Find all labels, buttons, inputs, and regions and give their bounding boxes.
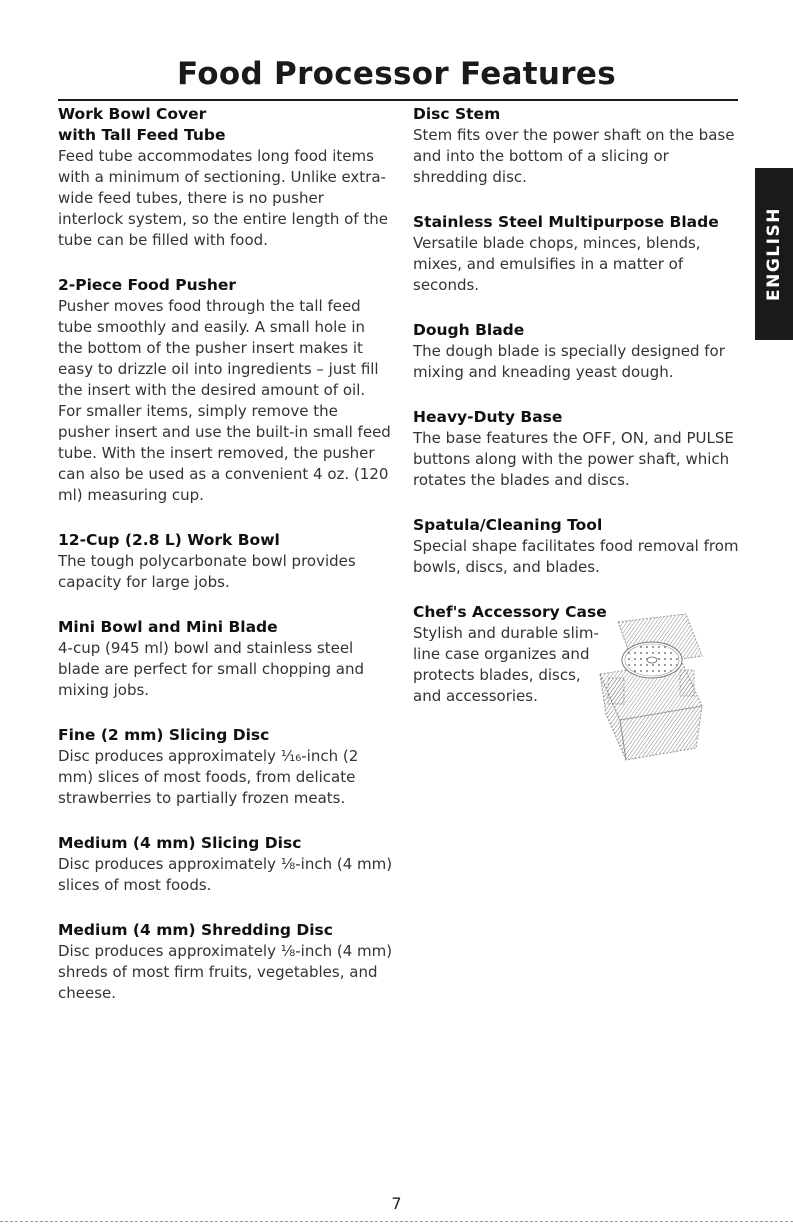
feature-medium-slicing-disc bbox=[58, 833, 393, 896]
feature-description: Disc produces approximately ¹⁄₁₆-inch (2 mm) slices of most foods, from delicate strawberries to partially frozen meats. bbox=[58, 747, 359, 807]
feature-title bbox=[58, 104, 393, 146]
page-title: Food Processor Features bbox=[177, 56, 616, 92]
feature-dough-blade bbox=[413, 320, 748, 383]
feature-title: Spatula/Cleaning Tool bbox=[413, 516, 603, 534]
feature-title: 12-Cup (2.8 L) Work Bowl bbox=[58, 531, 280, 549]
feature-spatula bbox=[413, 515, 748, 578]
feature-fine-slicing-disc bbox=[58, 725, 393, 809]
feature-mini-bowl bbox=[58, 617, 393, 701]
feature-shredding-disc bbox=[58, 920, 393, 1004]
feature-title: Chef's Accessory Case bbox=[413, 603, 607, 621]
page-bottom-edge bbox=[0, 1221, 793, 1222]
feature-title-line: Work Bowl Cover bbox=[58, 105, 207, 123]
title-rule bbox=[58, 99, 738, 101]
feature-title: 2-Piece Food Pusher bbox=[58, 276, 237, 294]
language-tab-label: ENGLISH bbox=[764, 207, 784, 301]
accessory-case-illustration bbox=[578, 608, 708, 768]
feature-title: Mini Bowl and Mini Blade bbox=[58, 618, 278, 636]
feature-description: The base features the OFF, ON, and PULSE buttons along with the power shaft, which rotates the blades and discs. bbox=[413, 429, 734, 489]
feature-work-bowl-cover bbox=[58, 104, 393, 251]
feature-description: Feed tube accommodates long food items with a minimum of sectioning. Unlike extra-wide feed tubes, there is no pusher interlock system, so the entire length of the tube can be filled with food. bbox=[58, 147, 388, 249]
left-column bbox=[58, 104, 393, 1028]
feature-heavy-duty-base bbox=[413, 407, 748, 491]
feature-description: The tough polycarbonate bowl provides capacity for large jobs. bbox=[58, 552, 356, 591]
feature-title: Fine (2 mm) Slicing Disc bbox=[58, 726, 270, 744]
feature-description: Pusher moves food through the tall feed tube smoothly and easily. A small hole in the bottom of the pusher insert makes it easy to drizzle oil into ingredients – just fill the insert with the desired amount of oil. For smaller items, simply remove the pusher insert and use the built-in small feed tube. With the insert removed, the pusher can also be used as a convenient 4 oz. (120 ml) measuring cup. bbox=[58, 297, 391, 504]
page-number: 7 bbox=[391, 1194, 402, 1213]
feature-food-pusher bbox=[58, 275, 393, 506]
feature-disc-stem bbox=[413, 104, 748, 188]
feature-description: Disc produces approximately ⅛-inch (4 mm) shreds of most firm fruits, vegetables, and cheese. bbox=[58, 942, 393, 1002]
language-tab bbox=[755, 168, 793, 340]
feature-description: Versatile blade chops, minces, blends, mixes, and emulsifies in a matter of seconds. bbox=[413, 234, 701, 294]
feature-title: Dough Blade bbox=[413, 321, 525, 339]
feature-description: The dough blade is specially designed for mixing and kneading yeast dough. bbox=[413, 342, 725, 381]
feature-work-bowl bbox=[58, 530, 393, 593]
feature-description: 4-cup (945 ml) bowl and stainless steel blade are perfect for small chopping and mixing jobs. bbox=[58, 639, 365, 699]
feature-description: Disc produces approximately ⅛-inch (4 mm) slices of most foods. bbox=[58, 855, 393, 894]
feature-description: Stem fits over the power shaft on the base and into the bottom of a slicing or shredding disc. bbox=[413, 126, 735, 186]
feature-title: Stainless Steel Multipurpose Blade bbox=[413, 213, 719, 231]
feature-title: Heavy-Duty Base bbox=[413, 408, 563, 426]
feature-title: Medium (4 mm) Slicing Disc bbox=[58, 834, 302, 852]
feature-title-line: with Tall Feed Tube bbox=[58, 126, 226, 144]
feature-description: Special shape facilitates food removal from bowls, discs, and blades. bbox=[413, 537, 739, 576]
feature-title: Disc Stem bbox=[413, 105, 501, 123]
feature-multipurpose-blade bbox=[413, 212, 748, 296]
feature-title: Medium (4 mm) Shredding Disc bbox=[58, 921, 333, 939]
feature-description: Stylish and durable slim-line case organizes and protects blades, discs, and accessories. bbox=[413, 624, 599, 705]
